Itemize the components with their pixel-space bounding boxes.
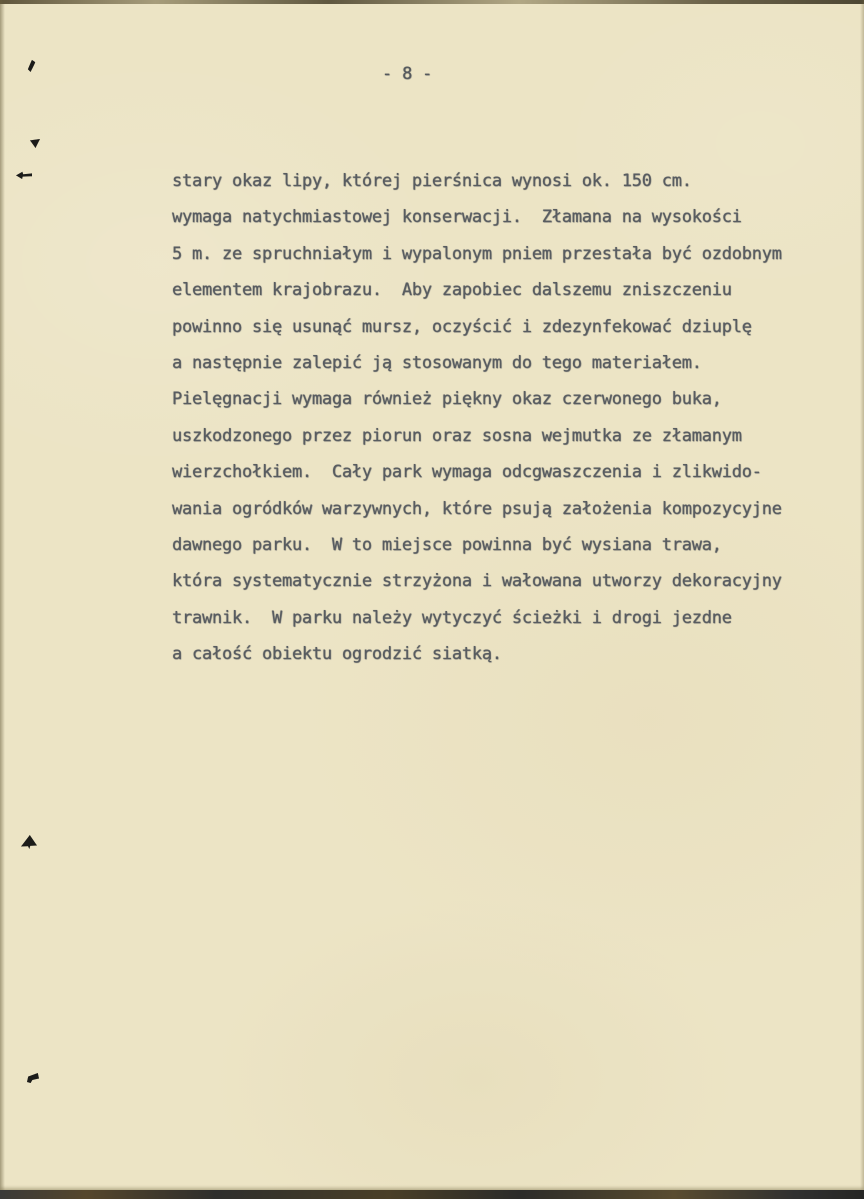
text-line: wierzchołkiem. Cały park wymaga odcgwaszczenia i zlikwido- (172, 462, 762, 483)
scan-edge-left (0, 0, 5, 1199)
ink-speck (30, 139, 40, 148)
page-number: - 8 - (382, 64, 433, 84)
text-line: która systematycznie strzyżona i wałowana utworzy dekoracyjny (172, 571, 782, 592)
text-line: uszkodzonego przez piorun oraz sosna wejmutka ze złamanym (172, 425, 742, 446)
text-line: dawnego parku. W to miejsce powinna być wysiana trawa, (172, 535, 722, 556)
ink-speck (21, 835, 37, 849)
ink-speck (27, 60, 35, 73)
text-line: stary okaz lipy, której pierśnica wynosi ok. 150 cm. (172, 171, 692, 191)
scan-edge-right (860, 0, 864, 1199)
text-line: powinno się usunąć mursz, oczyścić i zdezynfekować dziuplę (172, 316, 752, 337)
scan-edge-top (0, 0, 864, 4)
text-line: a całość obiektu ogrodzić siatką. (172, 644, 502, 665)
text-line: 5 m. ze spruchniałym i wypalonym pniem przestała być ozdobnym (172, 243, 782, 264)
text-line: wymaga natychmiastowej konserwacji. Złamana na wysokości (172, 207, 742, 228)
text-line: a następnie zalepić ją stosowanym do tego materiałem. (172, 353, 702, 374)
typewritten-text-block (172, 163, 832, 673)
ink-speck (27, 1073, 39, 1083)
text-line: Pielęgnacji wymaga również piękny okaz czerwonego buka, (172, 389, 722, 410)
text-line: trawnik. W parku należy wytyczyć ścieżki i drogi jezdne (172, 607, 732, 628)
scan-edge-bottom (0, 1190, 864, 1199)
ink-speck (16, 171, 32, 179)
text-line: wania ogródków warzywnych, które psują założenia kompozycyjne (172, 498, 782, 519)
text-line: elementem krajobrazu. Aby zapobiec dalszemu zniszczeniu (172, 280, 732, 301)
